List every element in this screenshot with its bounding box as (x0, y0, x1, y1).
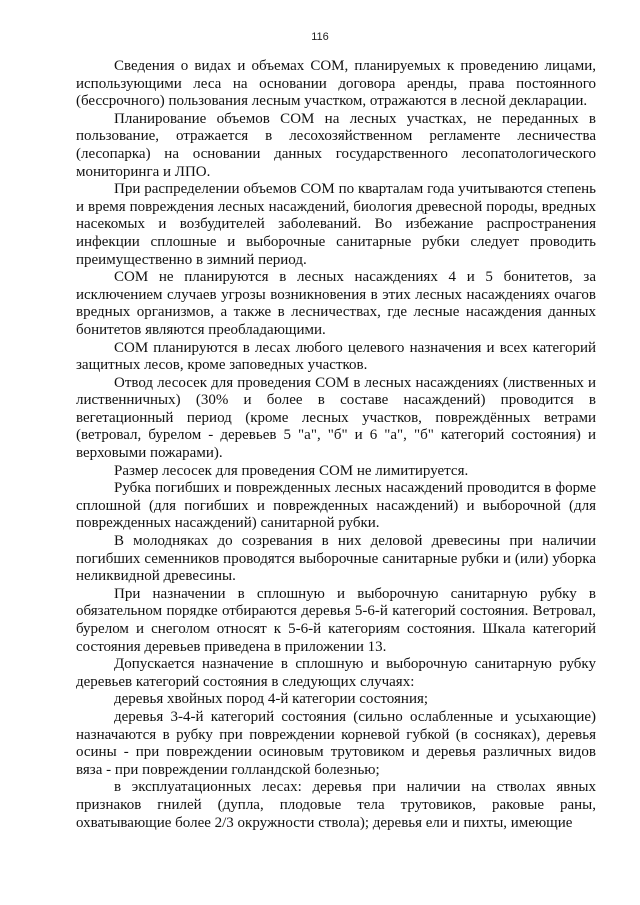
list-item: в эксплуатационных лесах: деревья при наличии на стволах явных признаков гнилей (дупла, плодовые тела трутовиков, раковые раны, охватывающие более 2/3 окружности ствола); деревья ели и пихты, имеющие (76, 779, 596, 831)
paragraph: СОМ планируются в лесах любого целевого назначения и всех категорий защитных лесов, кроме заповедных участков. (76, 339, 596, 374)
paragraph: Планирование объемов СОМ на лесных участках, не переданных в пользование, отражается в лесохозяйственном регламенте лесничества (лесопарка) на основании данных государственного лесопатологического мониторинга и ЛПО. (76, 110, 596, 180)
paragraph: СОМ не планируются в лесных насаждениях 4 и 5 бонитетов, за исключением случаев угрозы возникновения в этих лесных насаждениях очагов вредных организмов, а также в лесничествах, где лесные насаждения данных бонитетов являются преобладающими. (76, 269, 596, 338)
paragraph: Размер лесосек для проведения СОМ не лимитируется. (114, 462, 469, 479)
paragraph: При распределении объемов СОМ по кварталам года учитываются степень и время повреждения лесных насаждений, биология древесной породы, вредных насекомых и возбудителей заболеваний. Во избежание распространения инфекции сплошные и выборочные санитарные рубки следует проводить преимущественно в зимний период. (76, 181, 596, 268)
paragraph: Сведения о видах и объемах СОМ, планируемых к проведению лицами, использующими леса на основании договора аренды, права постоянного (бессрочного) пользования лесным участком, отражаются в лесной декларации. (76, 58, 596, 110)
paragraph: Допускается назначение в сплошную и выборочную санитарную рубку деревьев категорий состояния в следующих случаях: (76, 656, 596, 690)
paragraph: Рубка погибших и поврежденных лесных насаждений проводится в форме сплошной (для погибших и поврежденных насаждений) и выборочной (для поврежденных насаждений) санитарной рубки. (76, 480, 596, 532)
paragraph: Отвод лесосек для проведения СОМ в лесных насаждениях (лиственных и лиственничных) (30% и более в составе насаждений) проводится в вегетационный период (кроме лесных участков, повреждённых ветрами (ветровал, бурелом - деревьев 5 "а", "б" и 6 "а", "б" категорий состояния) и верховыми пожарами). (76, 374, 596, 462)
list-item: деревья 3-4-й категорий состояния (сильно ослабленные и усыхающие) назначаются в рубку при повреждении корневой губкой (в сосняках), деревья осины - при повреждении осиновым трутовиком и деревья различных видов вяза - при повреждении голландской болезнью; (76, 708, 596, 778)
paragraph: В молодняках до созревания в них деловой древесины при наличии погибших семенников проводятся выборочные санитарные рубки и (или) уборка неликвидной древесины. (76, 533, 596, 585)
page-number: 116 (311, 31, 329, 43)
list-item: деревья хвойных пород 4-й категории состояния; (114, 691, 429, 708)
document-body (76, 58, 596, 832)
paragraph: При назначении в сплошную и выборочную санитарную рубку в обязательном порядке отбираются деревья 5-6-й категорий состояния. Ветровал, бурелом и снеголом относят к 5-6-й категориям состояния. Шкала категорий состояния деревьев приведена в приложении 13. (76, 585, 596, 655)
